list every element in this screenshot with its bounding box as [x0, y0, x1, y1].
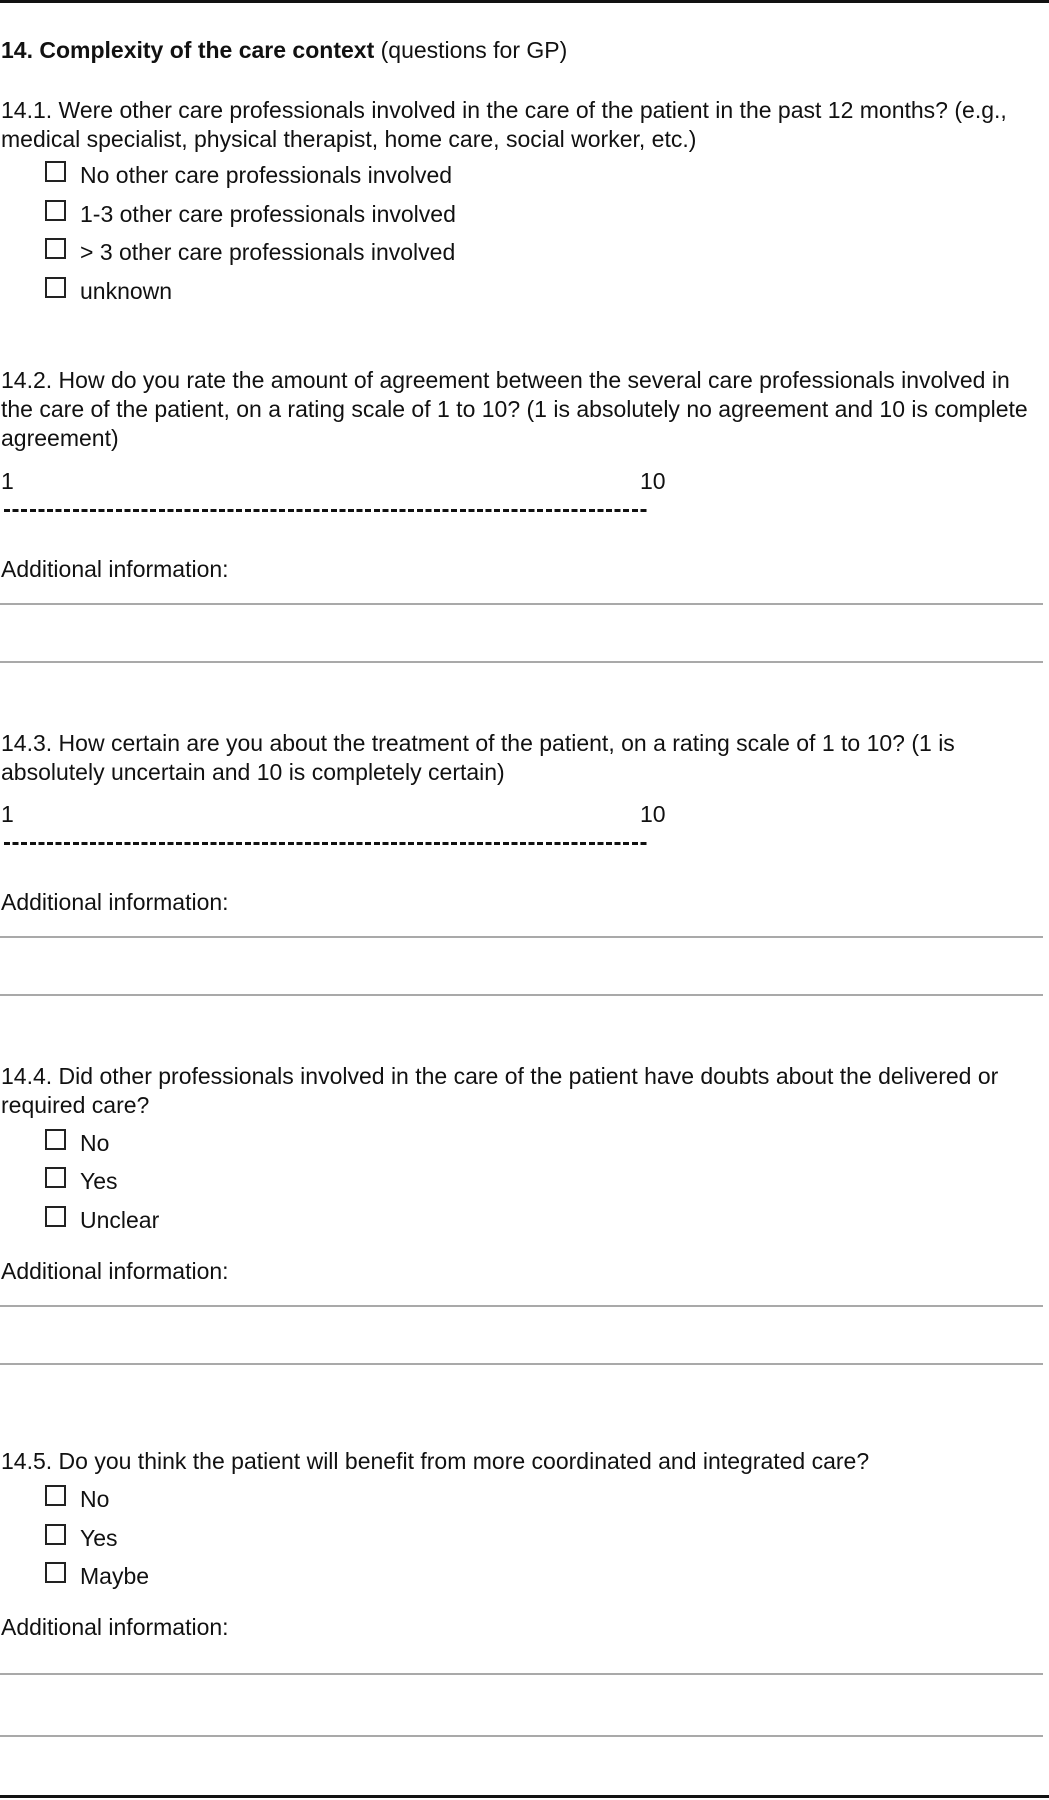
q1-option-4[interactable]: [45, 276, 172, 306]
q3-scale-min-label: 1: [1, 801, 14, 827]
option-label: Yes: [80, 1525, 118, 1551]
option-label: No: [80, 1486, 110, 1512]
option-label: unknown: [80, 278, 173, 304]
option-label: > 3 other care professionals involved: [80, 239, 456, 265]
checkbox[interactable]: [45, 1524, 66, 1545]
section-subtitle: (questions for GP): [374, 37, 568, 63]
q5-additional-info-label: Additional information:: [1, 1614, 229, 1640]
option-label: 1-3 other care professionals involved: [80, 201, 456, 227]
q2-scale-max-label: 10: [640, 468, 666, 494]
checkbox[interactable]: [45, 161, 66, 182]
checkbox[interactable]: [45, 200, 66, 221]
q2-answer-line-1[interactable]: [0, 603, 1043, 605]
section-title: 14. Complexity of the care context: [1, 37, 375, 63]
checkbox[interactable]: [45, 277, 66, 298]
q5-option-no[interactable]: [45, 1484, 109, 1514]
checkbox[interactable]: [45, 1485, 66, 1506]
q2-scale-min-label: 1: [1, 468, 14, 494]
question-14-3-text: 14.3. How certain are you about the treatment of the patient, on a rating scale of 1 to 10? (1 is absolutely uncertain and 10 is completely certain): [1, 730, 955, 785]
checkbox[interactable]: [45, 1562, 66, 1583]
q3-answer-line-2[interactable]: [0, 994, 1043, 996]
checkbox[interactable]: [45, 1206, 66, 1227]
option-label: No: [80, 1130, 110, 1156]
q2-answer-line-2[interactable]: [0, 661, 1043, 663]
q5-answer-line-1[interactable]: [0, 1673, 1043, 1675]
question-14-1-text: 14.1. Were other care professionals involved in the care of the patient in the past 12 months? (e.g., medical specialist, physical therapist, home care, social worker, etc.): [1, 97, 1007, 152]
q4-option-unclear[interactable]: [45, 1205, 159, 1235]
q3-scale-max-label: 10: [640, 801, 666, 827]
q1-option-1[interactable]: [45, 160, 452, 190]
q3-answer-line-1[interactable]: [0, 936, 1043, 938]
q1-option-2[interactable]: [45, 199, 456, 229]
option-label: No other care professionals involved: [80, 162, 453, 188]
question-14-5-text: 14.5. Do you think the patient will benefit from more coordinated and integrated care?: [1, 1448, 870, 1474]
q3-rating-scale-line[interactable]: [4, 842, 649, 845]
q4-answer-line-2[interactable]: [0, 1363, 1043, 1365]
checkbox[interactable]: [45, 238, 66, 259]
q2-additional-info-label: Additional information:: [1, 556, 229, 582]
q5-option-yes[interactable]: [45, 1523, 118, 1553]
q2-rating-scale-line[interactable]: [4, 509, 649, 512]
q3-additional-info-label: Additional information:: [1, 889, 229, 915]
q1-option-3[interactable]: [45, 237, 455, 267]
q4-additional-info-label: Additional information:: [1, 1258, 229, 1284]
question-14-4-text: 14.4. Did other professionals involved in the care of the patient have doubts about the delivered or required care?: [1, 1063, 999, 1118]
q4-option-no[interactable]: [45, 1128, 109, 1158]
option-label: Unclear: [80, 1207, 160, 1233]
q4-option-yes[interactable]: [45, 1166, 118, 1196]
checkbox[interactable]: [45, 1167, 66, 1188]
q5-answer-line-2[interactable]: [0, 1735, 1043, 1737]
option-label: Maybe: [80, 1563, 150, 1589]
q5-option-maybe[interactable]: [45, 1561, 149, 1591]
section-heading: [1, 36, 1046, 65]
checkbox[interactable]: [45, 1129, 66, 1150]
question-14-2-text: 14.2. How do you rate the amount of agreement between the several care professionals involved in the care of the patient, on a rating scale of 1 to 10? (1 is absolutely no agreement and 10 is complete agreement): [1, 367, 1028, 451]
bottom-rule: [0, 1795, 1049, 1798]
option-label: Yes: [80, 1168, 118, 1194]
top-rule: [0, 0, 1049, 3]
q4-answer-line-1[interactable]: [0, 1305, 1043, 1307]
